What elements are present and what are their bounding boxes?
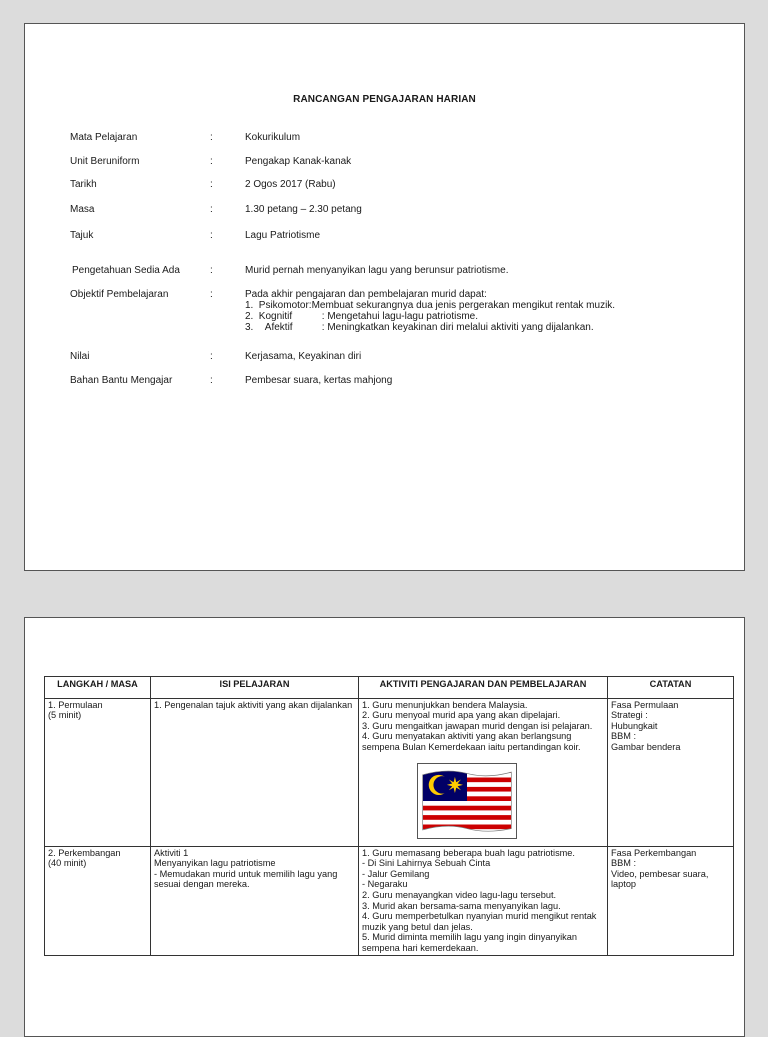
flag-stripe [420,819,514,824]
field-colon: : [210,351,213,362]
field-label: Tarikh [70,179,97,190]
field-value: Pembesar suara, kertas mahjong [245,375,393,386]
lesson-plan-page-2 [24,617,745,1037]
field-colon: : [210,230,213,241]
content-cell: Aktiviti 1 Menyanyikan lagu patriotisme - Memudakan murid untuk memilih lagu yang sesuai dengan mereka. [151,846,359,955]
field-colon: : [210,375,213,386]
field-label: Bahan Bantu Mengajar [70,375,173,386]
flag-graphic [420,768,514,834]
flag-stripe [420,810,514,815]
table-row [45,698,734,846]
field-value: Murid pernah menyanyikan lagu yang berunsur patriotisme. [245,265,509,276]
field-label: Mata Pelajaran [70,132,138,143]
table-header-row [45,677,734,699]
header-notes: CATATAN [608,677,734,699]
field-colon: : [210,265,213,276]
activities-cell: 1. Guru menunjukkan bendera Malaysia. 2. Guru menyoal murid apa yang akan dipelajari. 3. Guru mengaitkan jawapan murid dengan isi pelajaran. 4. Guru menyatakan aktiviti yang akan berlangsung sempena Bulan Kemerdekaan iaitu pertandingan koir. [359,698,608,846]
header-content: ISI PELAJARAN [151,677,359,699]
document-title: RANCANGAN PENGAJARAN HARIAN [293,94,476,105]
lesson-steps-table [44,676,734,956]
field-colon: : [210,156,213,167]
objective-item: 3. Afektif : Meningkatkan keyakinan diri melalui aktiviti yang dijalankan. [245,322,594,333]
field-value: 1.30 petang – 2.30 petang [245,204,362,215]
field-label: Masa [70,204,95,215]
header-step: LANGKAH / MASA [45,677,151,699]
field-label: Objektif Pembelajaran [70,289,169,300]
table-row [45,846,734,955]
field-value: 2 Ogos 2017 (Rabu) [245,179,336,190]
field-label: Unit Beruniform [70,156,140,167]
step-cell: 2. Perkembangan (40 minit) [45,846,151,955]
field-label: Tajuk [70,230,94,241]
activities-cell: 1. Guru memasang beberapa buah lagu patriotisme. - Di Sini Lahirnya Sebuah Cinta - Jalur Gemilang - Negaraku 2. Guru menayangkan video lagu-lagu tersebut. 3. Murid akan bersama-sama menyanyikan lagu. 4. Guru memperbetulkan nyanyian murid mengikut rentak muzik yang betul dan jelas. 5. Murid diminta memilih lagu yang ingin dinyanyikan sempena hari kemerdekaan. [359,846,608,955]
malaysia-flag-icon [417,763,517,839]
flag-stripe [420,829,514,834]
field-colon: : [210,204,213,215]
field-colon: : [210,289,213,300]
step-cell: 1. Permulaan (5 minit) [45,698,151,846]
flag-stripe [420,805,514,810]
field-label: Pengetahuan Sedia Ada [72,265,180,276]
field-label: Nilai [70,351,90,362]
objectives-intro: Pada akhir pengajaran dan pembelajaran murid dapat: [245,289,487,300]
flag-stripe [420,815,514,820]
objective-item: 1. Psikomotor:Membuat sekurangnya dua jenis pergerakan mengikut rentak muzik. [245,300,616,311]
notes-cell: Fasa Permulaan Strategi : Hubungkait BBM : Gambar bendera [608,698,734,846]
lesson-plan-page-1 [24,23,745,571]
field-colon: : [210,179,213,190]
content-cell: 1. Pengenalan tajuk aktiviti yang akan dijalankan [151,698,359,846]
header-activities: AKTIVITI PENGAJARAN DAN PEMBELAJARAN [359,677,608,699]
objective-item: 2. Kognitif : Mengetahui lagu-lagu patriotisme. [245,311,478,322]
field-value: Kokurikulum [245,132,301,143]
field-colon: : [210,132,213,143]
field-value: Lagu Patriotisme [245,230,321,241]
field-value: Pengakap Kanak-kanak [245,156,352,167]
objectives-list [245,289,745,333]
notes-cell: Fasa Perkembangan BBM : Video, pembesar suara, laptop [608,846,734,955]
field-value: Kerjasama, Keyakinan diri [245,351,362,362]
flag-stripe [420,801,514,806]
